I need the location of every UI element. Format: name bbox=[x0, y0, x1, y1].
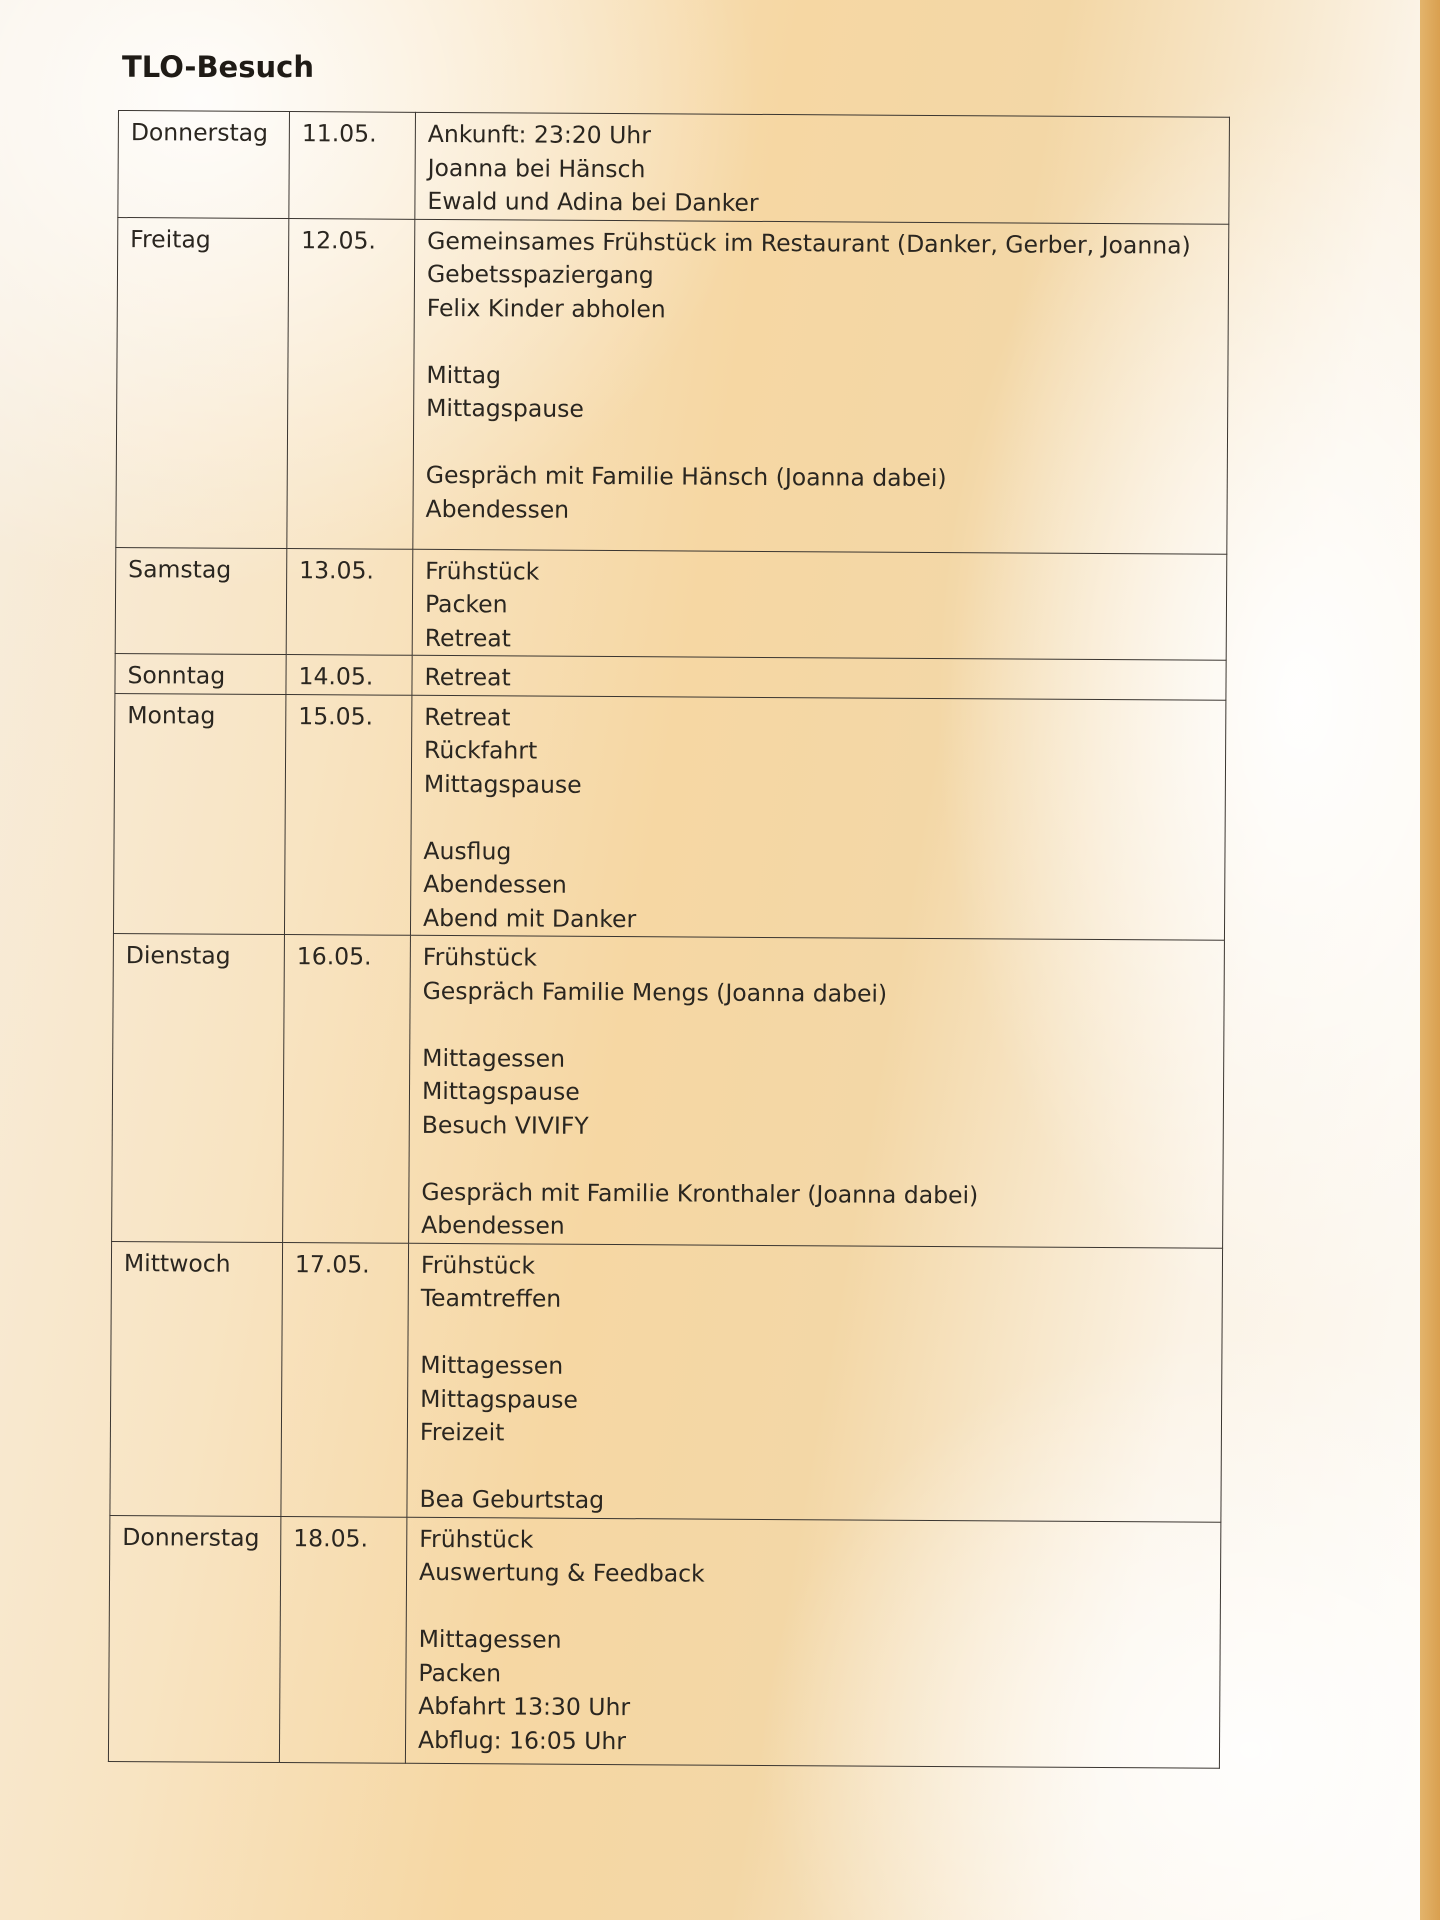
day-cell: Donnerstag bbox=[108, 1515, 280, 1762]
activity-line: Frühstück bbox=[422, 942, 538, 972]
activity-line: Mittagessen bbox=[422, 1043, 566, 1073]
activity-line: Mittagessen bbox=[418, 1624, 562, 1654]
activity-line: Ankunft: 23:20 Uhr bbox=[427, 119, 652, 150]
day-cell: Mittwoch bbox=[110, 1241, 283, 1516]
schedule-row bbox=[118, 111, 1230, 224]
activity-line: Gemeinsames Frühstück im Restaurant (Danker, Gerber, Joanna) bbox=[427, 226, 1191, 260]
schedule-table bbox=[108, 110, 1230, 1768]
day-cell: Montag bbox=[113, 693, 285, 935]
activity-line bbox=[422, 1008, 1211, 1046]
activity-line: Frühstück bbox=[420, 1250, 536, 1280]
activity-line: Mittagessen bbox=[420, 1350, 564, 1380]
activity-line bbox=[426, 425, 1215, 463]
date-cell: 15.05. bbox=[284, 694, 411, 935]
activity-line bbox=[420, 1315, 1209, 1353]
schedule-row bbox=[113, 693, 1225, 940]
schedule-row bbox=[110, 1241, 1223, 1522]
activity-line: Abflug: 16:05 Uhr bbox=[417, 1725, 627, 1755]
activity-line: Mittagspause bbox=[423, 769, 582, 799]
activity-line: Gespräch mit Familie Kronthaler (Joanna dabei) bbox=[421, 1177, 979, 1209]
activity-line: Frühstück bbox=[425, 556, 540, 586]
activity-line: Felix Kinder abholen bbox=[426, 293, 666, 323]
activities-cell bbox=[409, 935, 1225, 1247]
date-cell: 13.05. bbox=[286, 548, 413, 655]
activity-line: Gespräch mit Familie Hänsch (Joanna dabei) bbox=[425, 460, 947, 493]
activity-line: Retreat bbox=[424, 702, 511, 731]
activity-line: Mittagspause bbox=[421, 1076, 580, 1106]
date-cell: 11.05. bbox=[289, 112, 416, 219]
activity-line: Bea Geburtstag bbox=[419, 1484, 605, 1514]
activity-line: Rückfahrt bbox=[424, 735, 538, 765]
activity-line: Mittag bbox=[426, 360, 502, 389]
activity-line: Packen bbox=[424, 589, 508, 619]
activity-line: Retreat bbox=[424, 662, 511, 692]
activity-line: Frühstück bbox=[419, 1524, 534, 1554]
activity-line: Mittagspause bbox=[420, 1384, 578, 1414]
activity-line: Ausflug bbox=[423, 836, 512, 865]
schedule-row bbox=[116, 217, 1229, 554]
activity-line bbox=[426, 325, 1215, 363]
date-cell: 14.05. bbox=[286, 655, 412, 695]
activity-line: Abfahrt 13:30 Uhr bbox=[418, 1691, 631, 1722]
schedule-row bbox=[112, 933, 1225, 1247]
activities-cell bbox=[410, 695, 1225, 940]
schedule-row bbox=[108, 1515, 1220, 1768]
schedule-row bbox=[115, 547, 1227, 660]
activities-cell bbox=[413, 219, 1229, 554]
activity-line: Abend mit Danker bbox=[422, 903, 637, 933]
schedule-row bbox=[115, 653, 1226, 699]
day-cell: Samstag bbox=[115, 547, 287, 655]
activity-line: Mittagspause bbox=[426, 393, 584, 423]
activities-cell bbox=[405, 1517, 1220, 1768]
activities-cell bbox=[412, 655, 1226, 699]
activity-line: Packen bbox=[418, 1658, 502, 1687]
activity-line: Teamtreffen bbox=[420, 1283, 562, 1313]
activity-line: Abendessen bbox=[425, 494, 570, 524]
date-cell: 16.05. bbox=[283, 935, 411, 1243]
activity-line: Retreat bbox=[424, 623, 512, 652]
activity-line bbox=[420, 1449, 1209, 1487]
activities-cell bbox=[415, 112, 1230, 223]
activity-line: Auswertung & Feedback bbox=[418, 1557, 705, 1588]
activity-line bbox=[419, 1589, 1208, 1627]
activity-line: Abendessen bbox=[423, 869, 567, 899]
day-cell: Sonntag bbox=[115, 653, 286, 694]
activity-line bbox=[424, 801, 1213, 839]
date-cell: 18.05. bbox=[279, 1516, 407, 1763]
activity-line: Freizeit bbox=[419, 1417, 505, 1447]
schedule-body bbox=[108, 111, 1229, 1768]
activity-line: Joanna bei Hänsch bbox=[427, 153, 646, 183]
day-cell: Freitag bbox=[116, 217, 289, 548]
activity-line: Ewald und Adina bei Danker bbox=[427, 186, 759, 217]
day-cell: Donnerstag bbox=[118, 111, 290, 219]
activities-cell bbox=[412, 549, 1227, 660]
day-cell: Dienstag bbox=[112, 933, 285, 1242]
paper-edge bbox=[1420, 0, 1440, 1920]
date-cell: 12.05. bbox=[287, 218, 415, 549]
page-title: TLO-Besuch bbox=[122, 50, 314, 84]
activity-line: Gebetsspaziergang bbox=[426, 259, 654, 290]
activity-line bbox=[421, 1142, 1210, 1180]
activity-line: Besuch VIVIFY bbox=[421, 1110, 589, 1140]
date-cell: 17.05. bbox=[281, 1242, 409, 1517]
activity-line: Abendessen bbox=[421, 1210, 565, 1240]
activities-cell bbox=[407, 1243, 1223, 1522]
activity-line: Gespräch Familie Mengs (Joanna dabei) bbox=[422, 976, 888, 1008]
